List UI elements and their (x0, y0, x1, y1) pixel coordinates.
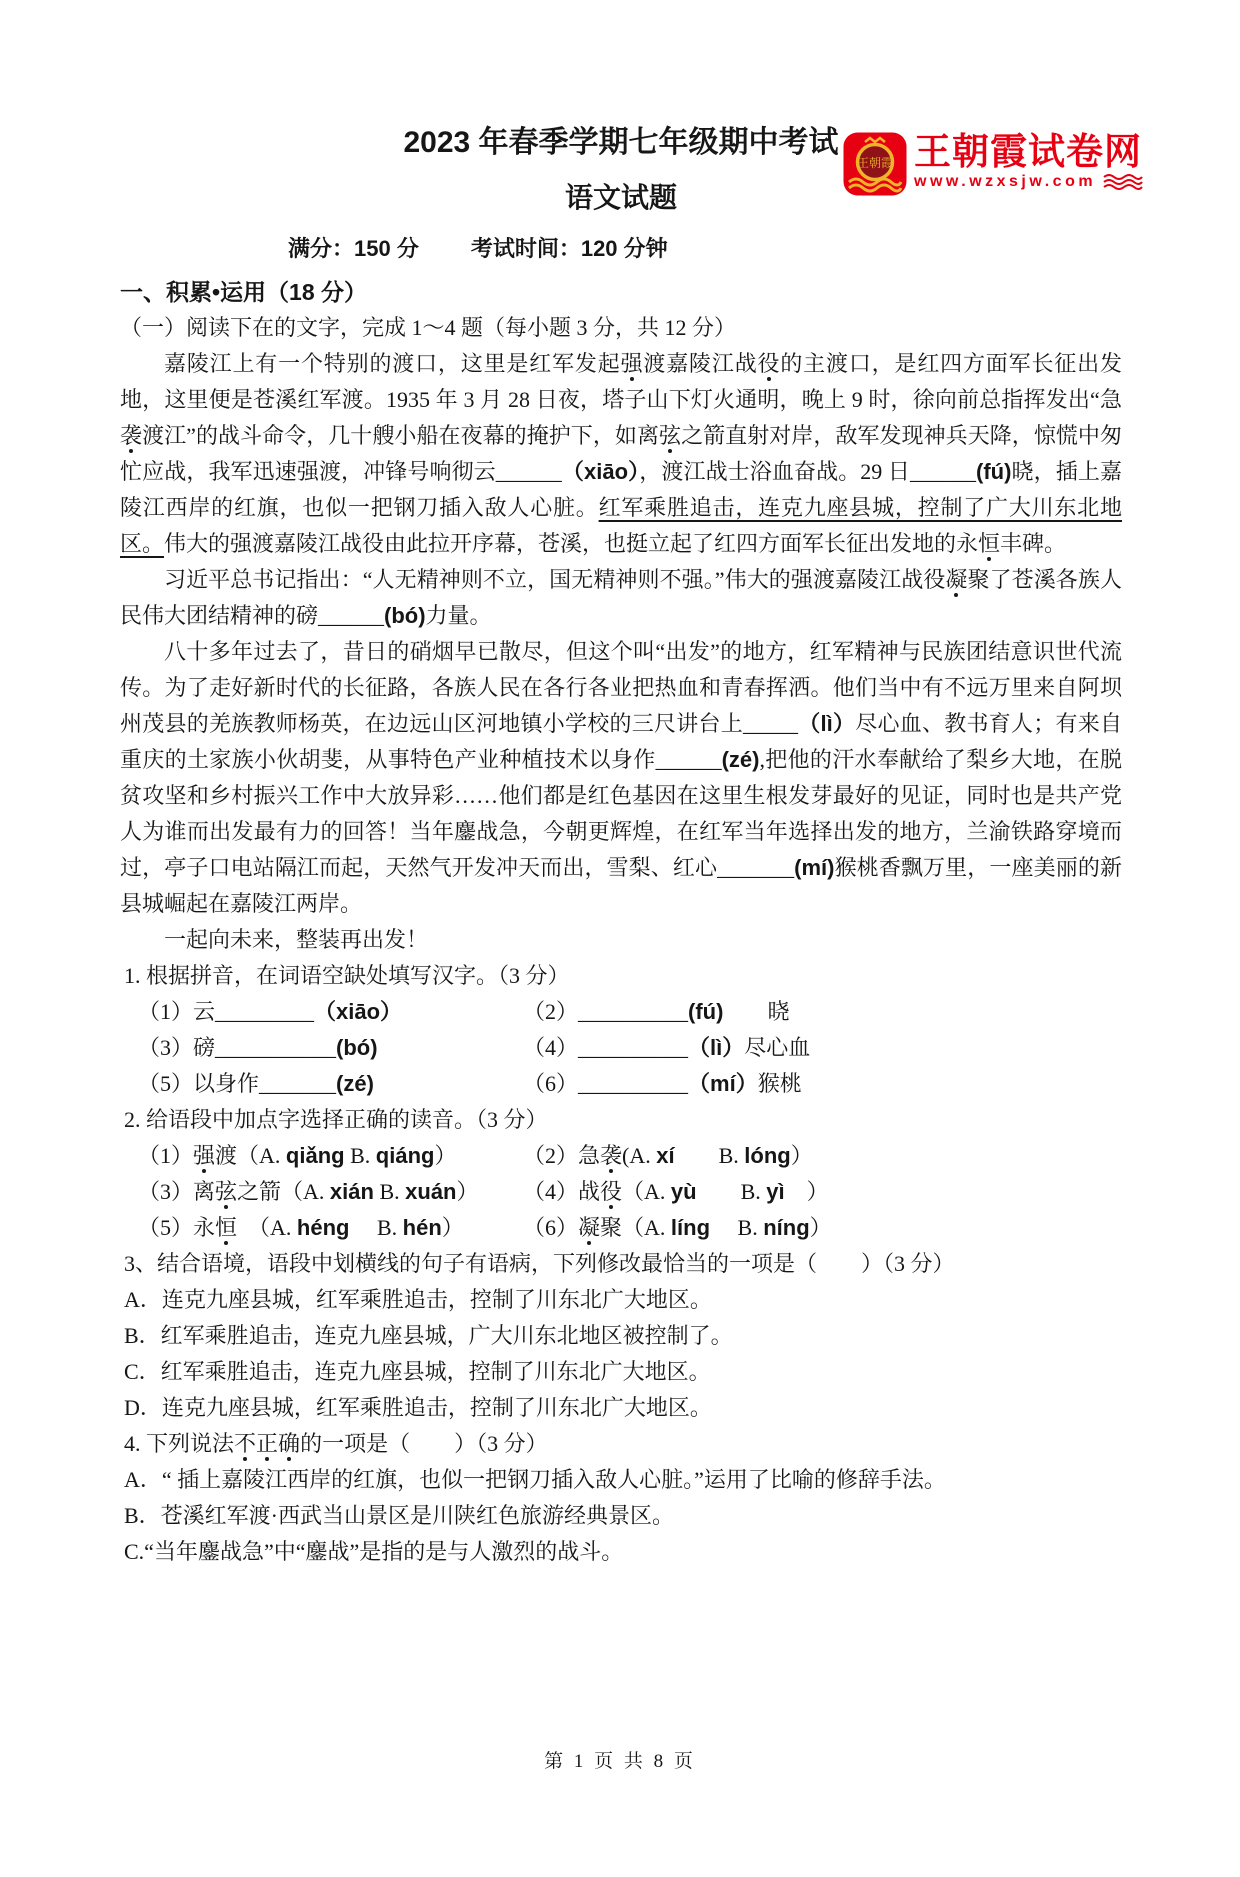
text-run: 3、结合语境，语段中划横线的句子有语病，下列修改最恰当的一项是（ ）（3 分） (124, 1251, 955, 1276)
emphasized-char: 凝 (945, 567, 968, 592)
question-item (138, 1174, 523, 1210)
text-run: 习近平总书记指出：“人无精神则不立，国无精神则不强。”伟大的强渡嘉陵江战役 (164, 567, 946, 592)
text-run: 尽心血 (744, 1035, 811, 1060)
text-run: ） (456, 1179, 479, 1204)
text-run: 一起向未来，整装再出发！ (164, 927, 429, 952)
option-line (124, 1354, 1122, 1390)
option-line (124, 1318, 1122, 1354)
text-run: ,把他的汗水奉献给了梨乡大地，在脱贫攻坚和乡村振兴工作中大放异彩……他们都是红色基因在这里生根发芽最好的见证，同时也是共产党人为谁而出发最有力的回答！当年鏖战急，今朝更辉煌，在红军当年选择出发的地方，兰渝铁路穿境而过，亭子口电站隔江而起，天然气开发冲天而出，雪梨、红心 (120, 747, 1122, 880)
text-run: （2） (523, 999, 579, 1024)
pinyin-hint: héng (296, 1215, 350, 1240)
question-item (523, 1138, 1122, 1174)
question-stem (120, 958, 1122, 994)
question (120, 1426, 1122, 1570)
question-item (138, 1138, 523, 1174)
pinyin-hint: xí (656, 1143, 675, 1168)
question-stem (120, 1246, 1122, 1282)
brand-app-icon (843, 132, 907, 196)
pinyin-hint: （xiāo） (314, 999, 403, 1024)
exam-info-line (288, 232, 1122, 266)
question-item (138, 1210, 523, 1246)
emphasized-char: 不 (234, 1431, 257, 1456)
text-run: C．红军乘胜追击，连克九座县城，控制了川东北广大地区。 (124, 1359, 711, 1384)
pinyin-hint: lóng (744, 1143, 791, 1168)
text-run: （6） (523, 1215, 579, 1240)
text-run: B. (373, 1179, 406, 1204)
brand-emblem-icon (843, 132, 907, 196)
question (120, 1246, 1122, 1426)
pinyin-hint: (zé) (721, 747, 760, 772)
option-line (124, 1462, 1122, 1498)
text-run: 伟大的强渡嘉陵江战役由此拉开序幕，苍溪，也挺立起了红四方面军长征出发地的永 (164, 531, 979, 556)
text-run: 2. 给语段中加点字选择正确的读音。（3 分） (124, 1107, 548, 1132)
pinyin-hint: qiáng (375, 1143, 435, 1168)
text-run: 1. 根据拼音，在词语空缺处填写汉字。（3 分） (124, 963, 570, 988)
pinyin-hint: (zé) (336, 1071, 374, 1096)
passage-paragraph (120, 562, 1122, 634)
question-item (138, 994, 523, 1030)
text-run: _____ (743, 711, 798, 736)
emphasized-char: 恒 (978, 531, 1001, 556)
text-run: (A. (622, 1143, 657, 1168)
emphasized-char: 确 (278, 1431, 301, 1456)
text-run: 八十多年过去了，昔日的硝烟早已散尽，但这个叫“出发”的地方，红军精神与民族团结意识世代流传。为了走好新时代的长征路，各族人民在各行各业把热血和青春挥洒。他们当中有不远万里来自阿坝州茂县的羌族教师杨英，在边远山区河地镇小学校的三尺讲台上 (120, 639, 1122, 736)
question-item (523, 994, 1122, 1030)
option-line (124, 1282, 1122, 1318)
brand-name: 王朝霞试卷网 (914, 131, 1142, 172)
footer-page-number: 第 1 页 共 8 页 (544, 1751, 696, 1772)
emphasized-char: 强 (193, 1143, 216, 1168)
text-run: （5）永 (138, 1215, 216, 1240)
text-run: ） (784, 1179, 829, 1204)
question-item (523, 1030, 1122, 1066)
text-run: 的一项是（ ）（3 分） (300, 1431, 548, 1456)
text-run: 渡（A. (215, 1143, 286, 1168)
pinyin-hint: xuán (405, 1179, 457, 1204)
passage-paragraph (120, 346, 1122, 562)
text-run: _______ (259, 1071, 337, 1096)
text-run: 晓，插上嘉陵江西岸的红旗，也似一把钢刀插入敌人心脏。 (120, 459, 1122, 520)
section-heading: 一、积累•运用（18 分） (120, 279, 368, 305)
text-run: ） (809, 1215, 832, 1240)
text-run: B．苍溪红军渡·西武当山景区是川陕红色旅游经典景区。 (124, 1503, 675, 1528)
emphasized-char: 正 (256, 1431, 279, 1456)
exam-title: 2023 年春季学期七年级期中考试 (403, 126, 839, 159)
site-logo (843, 132, 1144, 196)
text-run: _________ (215, 999, 315, 1024)
text-run: （1）云 (138, 999, 216, 1024)
text-run: B．红军乘胜追击，连克九座县城，广大川东北地区被控制了。 (124, 1323, 733, 1348)
text-run: D．连克九座县城，红军乘胜追击，控制了川东北广大地区。 (124, 1395, 712, 1420)
text-run: （A. (237, 1215, 297, 1240)
pinyin-hint: （xiāo） (561, 459, 640, 484)
exam-page (0, 124, 1240, 1570)
pinyin-hint: líng (670, 1215, 711, 1240)
emphasized-char: 强 (620, 351, 644, 376)
text-run: 猴桃香飘万里，一座美丽的新县城崛起在嘉陵江两岸。 (120, 855, 1122, 916)
passage (120, 346, 1122, 958)
text-run: （1） (138, 1143, 194, 1168)
exam-duration: 考试时间：120 分钟 (470, 236, 668, 261)
question-item (523, 1066, 1122, 1102)
text-run: 晓 (723, 999, 790, 1024)
emphasized-char: 弦 (659, 423, 682, 448)
text-run: ） (441, 1215, 464, 1240)
pinyin-hint: níng (763, 1215, 810, 1240)
text-run: A．连克九座县城，红军乘胜追击，控制了川东北广大地区。 (124, 1287, 712, 1312)
pinyin-hint: (bó) (384, 603, 426, 628)
text-run: ___________ (215, 1035, 337, 1060)
text-run: （A. (622, 1179, 671, 1204)
question-options (120, 1282, 1122, 1426)
text-run: C.“当年鏖战急”中“鏖战”是指的是与人激烈的战斗。 (124, 1539, 624, 1564)
question-stem (120, 1426, 1122, 1462)
text-run: 之箭（A. (237, 1179, 330, 1204)
text-run: （4） (523, 1035, 579, 1060)
wave-decoration-icon (1102, 173, 1144, 191)
questions (120, 958, 1122, 1570)
text-run: __________ (578, 999, 689, 1024)
pinyin-hint: （lì） (688, 1035, 745, 1060)
emphasized-char: 袭 (120, 423, 143, 448)
pinyin-hint: （mí） (688, 1071, 758, 1096)
text-run: B. (349, 1215, 403, 1240)
question-item (138, 1066, 523, 1102)
pinyin-hint: (bó) (336, 1035, 378, 1060)
passage-paragraph (120, 634, 1122, 922)
question-options (120, 1462, 1122, 1570)
text-run: 的主渡口，是红四方面军长征出发地，这里便是苍溪红军渡。1935 年 3 月 28 日夜，塔子山下灯火通明，晚上 9 时，徐向前总指挥发出“急 (120, 351, 1122, 412)
question-items (120, 994, 1122, 1102)
option-line (124, 1498, 1122, 1534)
text-run: （2）急 (523, 1143, 601, 1168)
text-run: B. (674, 1143, 745, 1168)
text-run: 之箭直射对岸，敌军发现神兵天降，惊慌中匆忙应战，我军迅速强渡，冲锋号响彻云 (120, 423, 1122, 484)
text-run: 聚了苍溪各族人民伟大团结精神的磅 (120, 567, 1122, 628)
text-run: B. (344, 1143, 376, 1168)
pinyin-hint: qiǎng (285, 1143, 345, 1168)
emphasized-char: 役 (757, 351, 781, 376)
question (120, 1102, 1122, 1246)
text-run: （3）离 (138, 1179, 216, 1204)
question (120, 958, 1122, 1102)
text-run: 嘉陵江上有一个特别的渡口，这里是红军发起 (164, 351, 621, 376)
part-heading: （一）阅读下在的文字，完成 1～4 题（每小题 3 分，共 12 分） (120, 315, 737, 340)
option-line (124, 1534, 1122, 1570)
brand-url: www.wzxsjw.com (914, 173, 1097, 190)
emphasized-char: 役 (600, 1179, 623, 1204)
text-run: B. (710, 1215, 764, 1240)
text-run: _______ (717, 855, 795, 880)
text-run: （6） (523, 1071, 579, 1096)
text-run: 渡嘉陵江战 (643, 351, 758, 376)
pinyin-hint: yù (670, 1179, 697, 1204)
text-run: （4）战 (523, 1179, 601, 1204)
emphasized-char: 弦 (215, 1179, 238, 1204)
text-run: ______ (318, 603, 385, 628)
full-score: 满分：150 分 (288, 236, 419, 261)
text-run: ______ (495, 459, 562, 484)
text-run: 丰碑。 (1000, 531, 1067, 556)
emphasized-char: 袭 (600, 1143, 623, 1168)
pinyin-hint: (fú) (688, 999, 724, 1024)
text-run: A．“ 插上嘉陵江西岸的红旗，也似一把钢刀插入敌人心脏。”运用了比喻的修辞手法。 (124, 1467, 946, 1492)
pinyin-hint: (fú) (976, 459, 1012, 484)
text-run: 猴桃 (757, 1071, 802, 1096)
text-run: ______ (655, 747, 722, 772)
text-run: （3）磅 (138, 1035, 216, 1060)
emphasized-char: 凝 (578, 1215, 601, 1240)
text-run: 渡江”的战斗命令，几十艘小船在夜幕的掩护下，如离 (142, 423, 659, 448)
text-run: （5）以身作 (138, 1071, 260, 1096)
question-stem (120, 1102, 1122, 1138)
question-item (138, 1030, 523, 1066)
text-run: ） (434, 1143, 457, 1168)
pinyin-hint: xián (329, 1179, 374, 1204)
paper-title: 语文试题 (564, 182, 677, 213)
question-item (523, 1210, 1122, 1246)
emphasized-char: 恒 (215, 1215, 238, 1240)
brand-emblem-text: 王朝霞 (856, 156, 894, 170)
pinyin-hint: yì (766, 1179, 785, 1204)
question-items (120, 1138, 1122, 1246)
text-run: 尽心血、教书育人；有来自重庆的土家族小伙胡斐，从事特色产业种植技术以身作 (120, 711, 1122, 772)
text-run: 力量。 (425, 603, 492, 628)
text-run: __________ (578, 1071, 689, 1096)
text-run: B. (696, 1179, 767, 1204)
underlined-sentence: 红军乘胜追击，连克九座县城，控制了广大川东北地区。 (120, 495, 1122, 556)
text-run: ，渡江战士浴血奋战。29 日 (639, 459, 911, 484)
passage-paragraph (120, 922, 1122, 958)
pinyin-hint: hén (402, 1215, 442, 1240)
pinyin-hint: (mí) (794, 855, 835, 880)
text-run: ） (790, 1143, 813, 1168)
text-run: __________ (578, 1035, 689, 1060)
text-run: 聚（A. (600, 1215, 671, 1240)
text-run: 4. 下列说法 (124, 1431, 235, 1456)
text-run: ______ (910, 459, 977, 484)
pinyin-hint: （lì） (798, 711, 856, 736)
option-line (124, 1390, 1122, 1426)
question-item (523, 1174, 1122, 1210)
